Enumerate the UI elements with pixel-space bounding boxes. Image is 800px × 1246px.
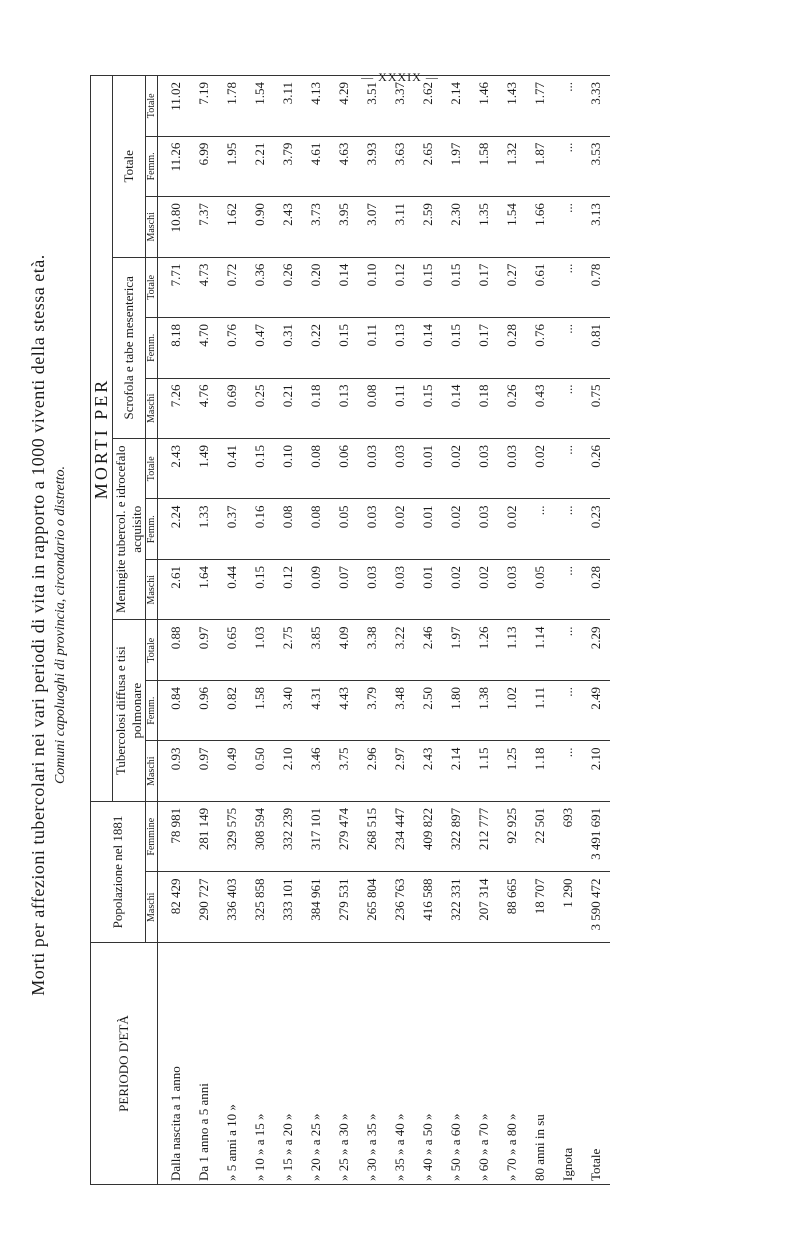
header-sub-maschi: Maschi <box>146 197 158 257</box>
rate-cell: 0.88 <box>158 620 191 680</box>
rate-cell: 1.95 <box>218 136 246 196</box>
rate-cell: 0.15 <box>246 439 274 499</box>
rate-cell: 0.03 <box>358 559 386 619</box>
rate-cell: 0.23 <box>582 499 610 559</box>
table-body <box>158 76 611 1185</box>
rate-cell: 0.15 <box>246 559 274 619</box>
rate-cell: 6.99 <box>190 136 218 196</box>
rate-cell: 1.64 <box>190 559 218 619</box>
population-femmine-cell: 212 777 <box>470 801 498 872</box>
population-femmine-cell: 308 594 <box>246 801 274 872</box>
header-group-tubercolosi: Tubercolosi diffusa e tisi polmonare <box>113 620 146 801</box>
population-femmine-cell: 317 101 <box>302 801 330 872</box>
rate-cell: 0.02 <box>498 499 526 559</box>
rate-cell: 3.95 <box>330 197 358 257</box>
rate-cell: 0.12 <box>386 257 414 317</box>
rate-cell: 2.10 <box>582 741 610 801</box>
header-group-totale: Totale <box>113 76 146 258</box>
rate-cell: 1.97 <box>442 620 470 680</box>
rate-cell: 1.03 <box>246 620 274 680</box>
row-period-label: » 70 » a 80 » <box>498 943 526 1185</box>
rate-cell: 3.38 <box>358 620 386 680</box>
row-period-label: 80 anni in su <box>526 943 554 1185</box>
population-femmine-cell: 409 822 <box>414 801 442 872</box>
table-row <box>470 76 498 1185</box>
rate-cell: 0.03 <box>470 499 498 559</box>
rate-cell: 0.36 <box>246 257 274 317</box>
population-maschi-cell: 416 588 <box>414 872 442 943</box>
rate-cell: 0.27 <box>498 257 526 317</box>
rate-cell: 0.10 <box>358 257 386 317</box>
rate-cell: 3.22 <box>386 620 414 680</box>
rate-cell: ... <box>554 197 582 257</box>
header-sub-femm: Femm. <box>146 680 158 740</box>
rate-cell: 0.15 <box>414 378 442 438</box>
rate-cell: ... <box>554 620 582 680</box>
rate-cell: 0.11 <box>358 318 386 378</box>
rate-cell: 1.58 <box>246 680 274 740</box>
rate-cell: ... <box>554 76 582 137</box>
rate-cell: 1.80 <box>442 680 470 740</box>
rate-cell: 2.10 <box>274 741 302 801</box>
rotated-page <box>20 65 780 1185</box>
rate-cell: 3.53 <box>582 136 610 196</box>
rate-cell: 2.59 <box>414 197 442 257</box>
rate-cell: 10.80 <box>158 197 191 257</box>
header-period: PERIODO D'ETÀ <box>91 943 158 1185</box>
rate-cell: 1.97 <box>442 136 470 196</box>
rate-cell: 0.72 <box>218 257 246 317</box>
rate-cell: 2.43 <box>158 439 191 499</box>
rate-cell: 3.37 <box>386 76 414 137</box>
header-population: Popolazione nel 1881 <box>91 801 146 942</box>
rate-cell: 0.78 <box>582 257 610 317</box>
rate-cell: 0.97 <box>190 741 218 801</box>
rate-cell: 0.15 <box>330 318 358 378</box>
population-femmine-cell: 78 981 <box>158 801 191 872</box>
rate-cell: 1.77 <box>526 76 554 137</box>
population-femmine-cell: 268 515 <box>358 801 386 872</box>
rate-cell: 1.46 <box>470 76 498 137</box>
rate-cell: 0.21 <box>274 378 302 438</box>
rate-cell: 0.84 <box>158 680 191 740</box>
rate-cell: 1.14 <box>526 620 554 680</box>
rate-cell: 2.61 <box>158 559 191 619</box>
rate-cell: 3.93 <box>358 136 386 196</box>
rate-cell: 1.35 <box>470 197 498 257</box>
rate-cell: 3.33 <box>582 76 610 137</box>
rate-cell: 0.07 <box>330 559 358 619</box>
rate-cell: 0.03 <box>498 439 526 499</box>
table-row <box>442 76 470 1185</box>
rate-cell: 0.03 <box>358 439 386 499</box>
population-maschi-cell: 336 403 <box>218 872 246 943</box>
rate-cell: 1.18 <box>526 741 554 801</box>
rate-cell: 0.93 <box>158 741 191 801</box>
rate-cell: ... <box>554 499 582 559</box>
header-sub-femm: Femm. <box>146 136 158 196</box>
population-maschi-cell: 322 331 <box>442 872 470 943</box>
population-maschi-cell: 290 727 <box>190 872 218 943</box>
rate-cell: ... <box>554 741 582 801</box>
rate-cell: 0.17 <box>470 318 498 378</box>
rate-cell: 0.41 <box>218 439 246 499</box>
population-maschi-cell: 279 531 <box>330 872 358 943</box>
rate-cell: 3.63 <box>386 136 414 196</box>
population-maschi-cell: 82 429 <box>158 872 191 943</box>
table-row <box>246 76 274 1185</box>
rate-cell: 1.32 <box>498 136 526 196</box>
rate-cell: 2.24 <box>158 499 191 559</box>
rate-cell: 2.29 <box>582 620 610 680</box>
rate-cell: 0.25 <box>246 378 274 438</box>
table-row <box>498 76 526 1185</box>
rate-cell: 1.66 <box>526 197 554 257</box>
rate-cell: 0.82 <box>218 680 246 740</box>
rate-cell: 2.46 <box>414 620 442 680</box>
population-maschi-cell: 88 665 <box>498 872 526 943</box>
rate-cell: 0.08 <box>302 439 330 499</box>
header-sub-femm: Femm. <box>146 318 158 378</box>
header-pop-maschi: Maschi <box>146 872 158 943</box>
rate-cell: 0.50 <box>246 741 274 801</box>
rate-cell: 3.75 <box>330 741 358 801</box>
rate-cell: 0.90 <box>246 197 274 257</box>
table-row <box>302 76 330 1185</box>
rate-cell: 0.14 <box>414 318 442 378</box>
population-femmine-cell: 3 491 691 <box>582 801 610 872</box>
table-row <box>190 76 218 1185</box>
rate-cell: 4.13 <box>302 76 330 137</box>
rate-cell: 0.15 <box>442 257 470 317</box>
population-maschi-cell: 18 707 <box>526 872 554 943</box>
rate-cell: 4.29 <box>330 76 358 137</box>
rate-cell: ... <box>554 559 582 619</box>
rate-cell: 3.51 <box>358 76 386 137</box>
rate-cell: 4.70 <box>190 318 218 378</box>
rate-cell: 3.40 <box>274 680 302 740</box>
rate-cell: 0.02 <box>470 559 498 619</box>
rate-cell: 0.13 <box>386 318 414 378</box>
rate-cell: 4.61 <box>302 136 330 196</box>
rate-cell: 2.14 <box>442 741 470 801</box>
rate-cell: 0.08 <box>302 499 330 559</box>
rate-cell: 0.26 <box>582 439 610 499</box>
page-number: — XXXIX — <box>361 70 439 84</box>
rate-cell: 0.44 <box>218 559 246 619</box>
rate-cell: 0.28 <box>582 559 610 619</box>
rate-cell: 0.76 <box>526 318 554 378</box>
rate-cell: 2.75 <box>274 620 302 680</box>
rate-cell: 0.22 <box>302 318 330 378</box>
rate-cell: 4.31 <box>302 680 330 740</box>
rate-cell: 0.01 <box>414 499 442 559</box>
rate-cell: ... <box>554 257 582 317</box>
rate-cell: 0.10 <box>274 439 302 499</box>
rate-cell: 3.73 <box>302 197 330 257</box>
row-period-label: Dalla nascita a 1 anno <box>158 943 191 1185</box>
rate-cell: 1.49 <box>190 439 218 499</box>
rate-cell: 2.62 <box>414 76 442 137</box>
rate-cell: 1.62 <box>218 197 246 257</box>
rate-cell: 0.65 <box>218 620 246 680</box>
rate-cell: 0.08 <box>274 499 302 559</box>
rate-cell: 4.63 <box>330 136 358 196</box>
row-period-label: Totale <box>582 943 610 1185</box>
header-pop-femmine: Femmine <box>146 801 158 872</box>
rate-cell: 2.49 <box>582 680 610 740</box>
rate-cell: 0.15 <box>414 257 442 317</box>
table-row <box>330 76 358 1185</box>
rate-cell: 1.13 <box>498 620 526 680</box>
rate-cell: ... <box>554 680 582 740</box>
header-sub-totale: Totale <box>146 439 158 499</box>
rate-cell: 3.11 <box>274 76 302 137</box>
rate-cell: 0.75 <box>582 378 610 438</box>
population-maschi-cell: 384 961 <box>302 872 330 943</box>
row-period-label: » 25 » a 30 » <box>330 943 358 1185</box>
rate-cell: 1.78 <box>218 76 246 137</box>
rate-cell: 0.02 <box>442 559 470 619</box>
table-row <box>526 76 554 1185</box>
rate-cell: 4.76 <box>190 378 218 438</box>
rate-cell: 0.05 <box>330 499 358 559</box>
rate-cell: 0.97 <box>190 620 218 680</box>
rate-cell: 2.96 <box>358 741 386 801</box>
rate-cell: 7.37 <box>190 197 218 257</box>
rate-cell: 0.96 <box>190 680 218 740</box>
rate-cell: 0.76 <box>218 318 246 378</box>
rate-cell: 3.79 <box>274 136 302 196</box>
rate-cell: 1.58 <box>470 136 498 196</box>
rate-cell: 1.02 <box>498 680 526 740</box>
rate-cell: 3.11 <box>386 197 414 257</box>
rate-cell: 0.18 <box>302 378 330 438</box>
rate-cell: 1.87 <box>526 136 554 196</box>
population-femmine-cell: 234 447 <box>386 801 414 872</box>
rate-cell: 0.13 <box>330 378 358 438</box>
header-sub-totale: Totale <box>146 76 158 137</box>
rate-cell: 2.43 <box>274 197 302 257</box>
header-deaths: MORTI PER <box>91 76 113 802</box>
rate-cell: 0.06 <box>330 439 358 499</box>
rate-cell: 7.26 <box>158 378 191 438</box>
rate-cell: 0.49 <box>218 741 246 801</box>
rate-cell: 0.20 <box>302 257 330 317</box>
rate-cell: 0.26 <box>274 257 302 317</box>
rate-cell: 0.05 <box>526 559 554 619</box>
rate-cell: 3.48 <box>386 680 414 740</box>
rate-cell: 3.79 <box>358 680 386 740</box>
rate-cell: 4.73 <box>190 257 218 317</box>
rate-cell: 0.31 <box>274 318 302 378</box>
rate-cell: 0.47 <box>246 318 274 378</box>
row-period-label: » 15 » a 20 » <box>274 943 302 1185</box>
rate-cell: 7.19 <box>190 76 218 137</box>
table-subtitle: Comuni capoluoghi di provincia, circondario o distretto. <box>53 465 68 785</box>
header-sub-totale: Totale <box>146 257 158 317</box>
rate-cell: 1.15 <box>470 741 498 801</box>
population-femmine-cell: 332 239 <box>274 801 302 872</box>
rate-cell: 0.08 <box>358 378 386 438</box>
rate-cell: 0.16 <box>246 499 274 559</box>
population-femmine-cell: 329 575 <box>218 801 246 872</box>
rate-cell: 11.02 <box>158 76 191 137</box>
rate-cell: 2.50 <box>414 680 442 740</box>
rate-cell: 2.43 <box>414 741 442 801</box>
population-maschi-cell: 1 290 <box>554 872 582 943</box>
row-period-label: » 10 » a 15 » <box>246 943 274 1185</box>
rate-cell: 0.03 <box>498 559 526 619</box>
rate-cell: 1.54 <box>246 76 274 137</box>
row-period-label: » 60 » a 70 » <box>470 943 498 1185</box>
rate-cell: 1.33 <box>190 499 218 559</box>
row-period-label: » 35 » a 40 » <box>386 943 414 1185</box>
rate-cell: 0.14 <box>330 257 358 317</box>
rate-cell: 0.02 <box>442 499 470 559</box>
table-row <box>386 76 414 1185</box>
population-maschi-cell: 236 763 <box>386 872 414 943</box>
rate-cell: 2.65 <box>414 136 442 196</box>
rate-cell: 2.21 <box>246 136 274 196</box>
rate-cell: 0.37 <box>218 499 246 559</box>
rate-cell: 1.38 <box>470 680 498 740</box>
header-sub-maschi: Maschi <box>146 378 158 438</box>
table-row <box>158 76 191 1185</box>
rate-cell: ... <box>526 499 554 559</box>
row-period-label: » 20 » a 25 » <box>302 943 330 1185</box>
rate-cell: ... <box>554 378 582 438</box>
rate-cell: 0.43 <box>526 378 554 438</box>
table-row <box>582 76 610 1185</box>
population-femmine-cell: 693 <box>554 801 582 872</box>
table-row <box>274 76 302 1185</box>
rate-cell: 1.43 <box>498 76 526 137</box>
rate-cell: 0.69 <box>218 378 246 438</box>
rate-cell: ... <box>554 136 582 196</box>
mortality-table <box>90 75 610 1185</box>
rate-cell: 0.14 <box>442 378 470 438</box>
rate-cell: 0.26 <box>498 378 526 438</box>
header-sub-maschi: Maschi <box>146 559 158 619</box>
row-period-label: » 40 » a 50 » <box>414 943 442 1185</box>
rate-cell: 0.02 <box>442 439 470 499</box>
rate-cell: 0.01 <box>414 559 442 619</box>
population-maschi-cell: 207 314 <box>470 872 498 943</box>
rate-cell: 0.17 <box>470 257 498 317</box>
rate-cell: 2.14 <box>442 76 470 137</box>
rate-cell: 1.25 <box>498 741 526 801</box>
rate-cell: 0.28 <box>498 318 526 378</box>
table-row <box>358 76 386 1185</box>
rate-cell: 11.26 <box>158 136 191 196</box>
rate-cell: 0.81 <box>582 318 610 378</box>
rate-cell: 1.26 <box>470 620 498 680</box>
table-row <box>218 76 246 1185</box>
rate-cell: 0.12 <box>274 559 302 619</box>
row-period-label: » 5 anni a 10 » <box>218 943 246 1185</box>
rate-cell: 0.11 <box>386 378 414 438</box>
rate-cell: 3.46 <box>302 741 330 801</box>
rate-cell: 2.30 <box>442 197 470 257</box>
rate-cell: 4.43 <box>330 680 358 740</box>
population-maschi-cell: 333 101 <box>274 872 302 943</box>
table-title: Morti per affezioni tubercolari nei vari periodi di vita in rapporto a 1000 viventi della stessa età. <box>28 254 48 996</box>
rate-cell: 0.01 <box>414 439 442 499</box>
population-femmine-cell: 92 925 <box>498 801 526 872</box>
rate-cell: 1.54 <box>498 197 526 257</box>
rate-cell: 0.03 <box>358 499 386 559</box>
rate-cell: 0.09 <box>302 559 330 619</box>
rate-cell: 0.18 <box>470 378 498 438</box>
table-row <box>414 76 442 1185</box>
population-femmine-cell: 281 149 <box>190 801 218 872</box>
rate-cell: 2.97 <box>386 741 414 801</box>
rate-cell: 0.03 <box>386 439 414 499</box>
population-maschi-cell: 3 590 472 <box>582 872 610 943</box>
header-sub-totale: Totale <box>146 620 158 680</box>
header-sub-maschi: Maschi <box>146 741 158 801</box>
rate-cell: 7.71 <box>158 257 191 317</box>
population-maschi-cell: 325 858 <box>246 872 274 943</box>
rate-cell: 1.11 <box>526 680 554 740</box>
rate-cell: 0.03 <box>470 439 498 499</box>
header-sub-femm: Femm. <box>146 499 158 559</box>
rate-cell: 0.15 <box>442 318 470 378</box>
rate-cell: 8.18 <box>158 318 191 378</box>
population-femmine-cell: 22 501 <box>526 801 554 872</box>
population-femmine-cell: 279 474 <box>330 801 358 872</box>
rate-cell: 3.85 <box>302 620 330 680</box>
rate-cell: 0.02 <box>526 439 554 499</box>
rate-cell: 4.09 <box>330 620 358 680</box>
rate-cell: 0.03 <box>386 559 414 619</box>
rate-cell: ... <box>554 318 582 378</box>
population-femmine-cell: 322 897 <box>442 801 470 872</box>
header-group-meningite: Meningite tubercol. e idrocefalo acquisito <box>113 439 146 620</box>
row-period-label: » 30 » a 35 » <box>358 943 386 1185</box>
rate-cell: 3.13 <box>582 197 610 257</box>
rate-cell: 0.61 <box>526 257 554 317</box>
table-row <box>554 76 582 1185</box>
population-maschi-cell: 265 804 <box>358 872 386 943</box>
header-group-scrofola: Scrofola e tabe mesenterica <box>113 257 146 438</box>
row-period-label: Da 1 anno a 5 anni <box>190 943 218 1185</box>
rate-cell: 0.02 <box>386 499 414 559</box>
row-period-label: » 50 » a 60 » <box>442 943 470 1185</box>
rate-cell: 3.07 <box>358 197 386 257</box>
rate-cell: ... <box>554 439 582 499</box>
row-period-label: Ignota <box>554 943 582 1185</box>
